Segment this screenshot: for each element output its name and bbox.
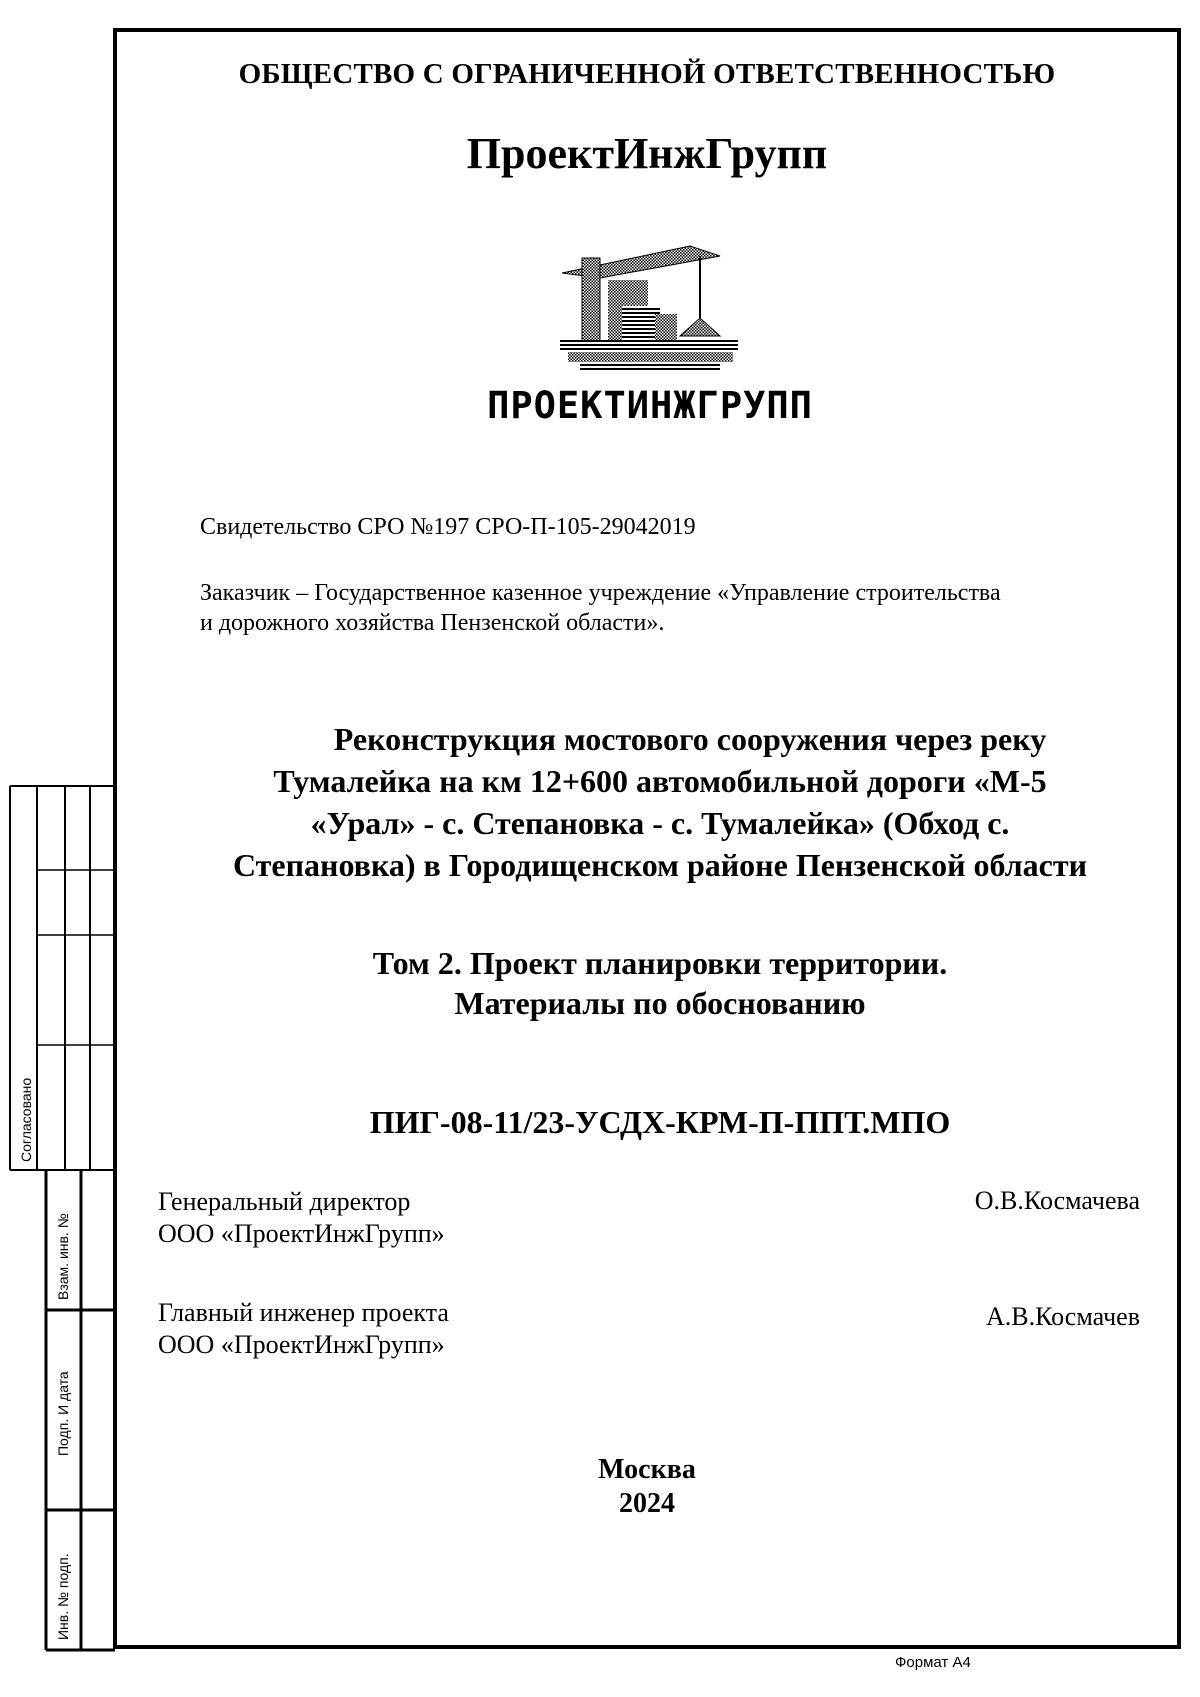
signature-org: ООО «ПроектИнжГрупп»	[158, 1330, 445, 1359]
signature-name-chief-engineer: А.В.Космачев	[985, 1302, 1140, 1331]
organization-type: ОБЩЕСТВО С ОГРАНИЧЕННОЙ ОТВЕТСТВЕННОСТЬЮ	[238, 58, 1056, 90]
project-title	[140, 718, 1180, 886]
customer-line-2: и дорожного хозяйства Пензенской области».	[200, 610, 665, 636]
volume-line-1: Том 2. Проект планировки территории.	[372, 945, 948, 981]
place-and-year	[113, 1453, 1181, 1521]
project-title-line-2: Тумалейка на км 12+600 автомобильной дороги «М-5	[273, 763, 1047, 799]
project-title-line-1: Реконструкция мостового сооружения через реку	[333, 721, 1047, 757]
signature-role: Генеральный директор	[158, 1187, 411, 1216]
project-title-line-3: «Урал» - с. Степановка - с. Тумалейка» (Обход с.	[310, 805, 1010, 841]
signature-block-chief-engineer	[158, 1297, 449, 1361]
stamp-agreed-label: Согласовано	[18, 1077, 34, 1162]
customer-info	[200, 578, 1170, 638]
stamp-inv-no-label: Инв. № подп.	[55, 1553, 71, 1640]
signature-block-director	[158, 1186, 445, 1250]
place: Москва	[598, 1454, 696, 1485]
document-code: ПИГ-08-11/23-УСДХ-КРМ-П-ППТ.МПО	[369, 1104, 951, 1140]
year: 2024	[619, 1488, 675, 1519]
logo-wordmark: ПРОЕКТИНЖГРУПП	[487, 384, 813, 427]
volume-line-2: Материалы по обоснованию	[454, 985, 866, 1021]
volume-title	[140, 943, 1180, 1023]
organization-name: ПроектИнжГрупп	[466, 129, 828, 178]
format-label: Формат А4	[895, 1654, 971, 1671]
customer-line-1: Заказчик – Государственное казенное учреждение «Управление строительства	[200, 580, 1001, 606]
signature-role: Главный инженер проекта	[158, 1298, 449, 1327]
stamp-sign-date-label: Подп. И дата	[55, 1371, 71, 1456]
project-title-line-4: Степановка) в Городищенском районе Пензенской области	[232, 847, 1088, 883]
crane-building-logo-icon	[560, 228, 740, 376]
signature-name-director: О.В.Космачева	[974, 1186, 1140, 1215]
signature-org: ООО «ПроектИнжГрупп»	[158, 1219, 445, 1248]
sro-certificate: Свидетельство СРО №197 СРО-П-105-29042019	[200, 514, 696, 540]
stamp-replaced-inv-label: Взам. инв. №	[55, 1213, 71, 1300]
